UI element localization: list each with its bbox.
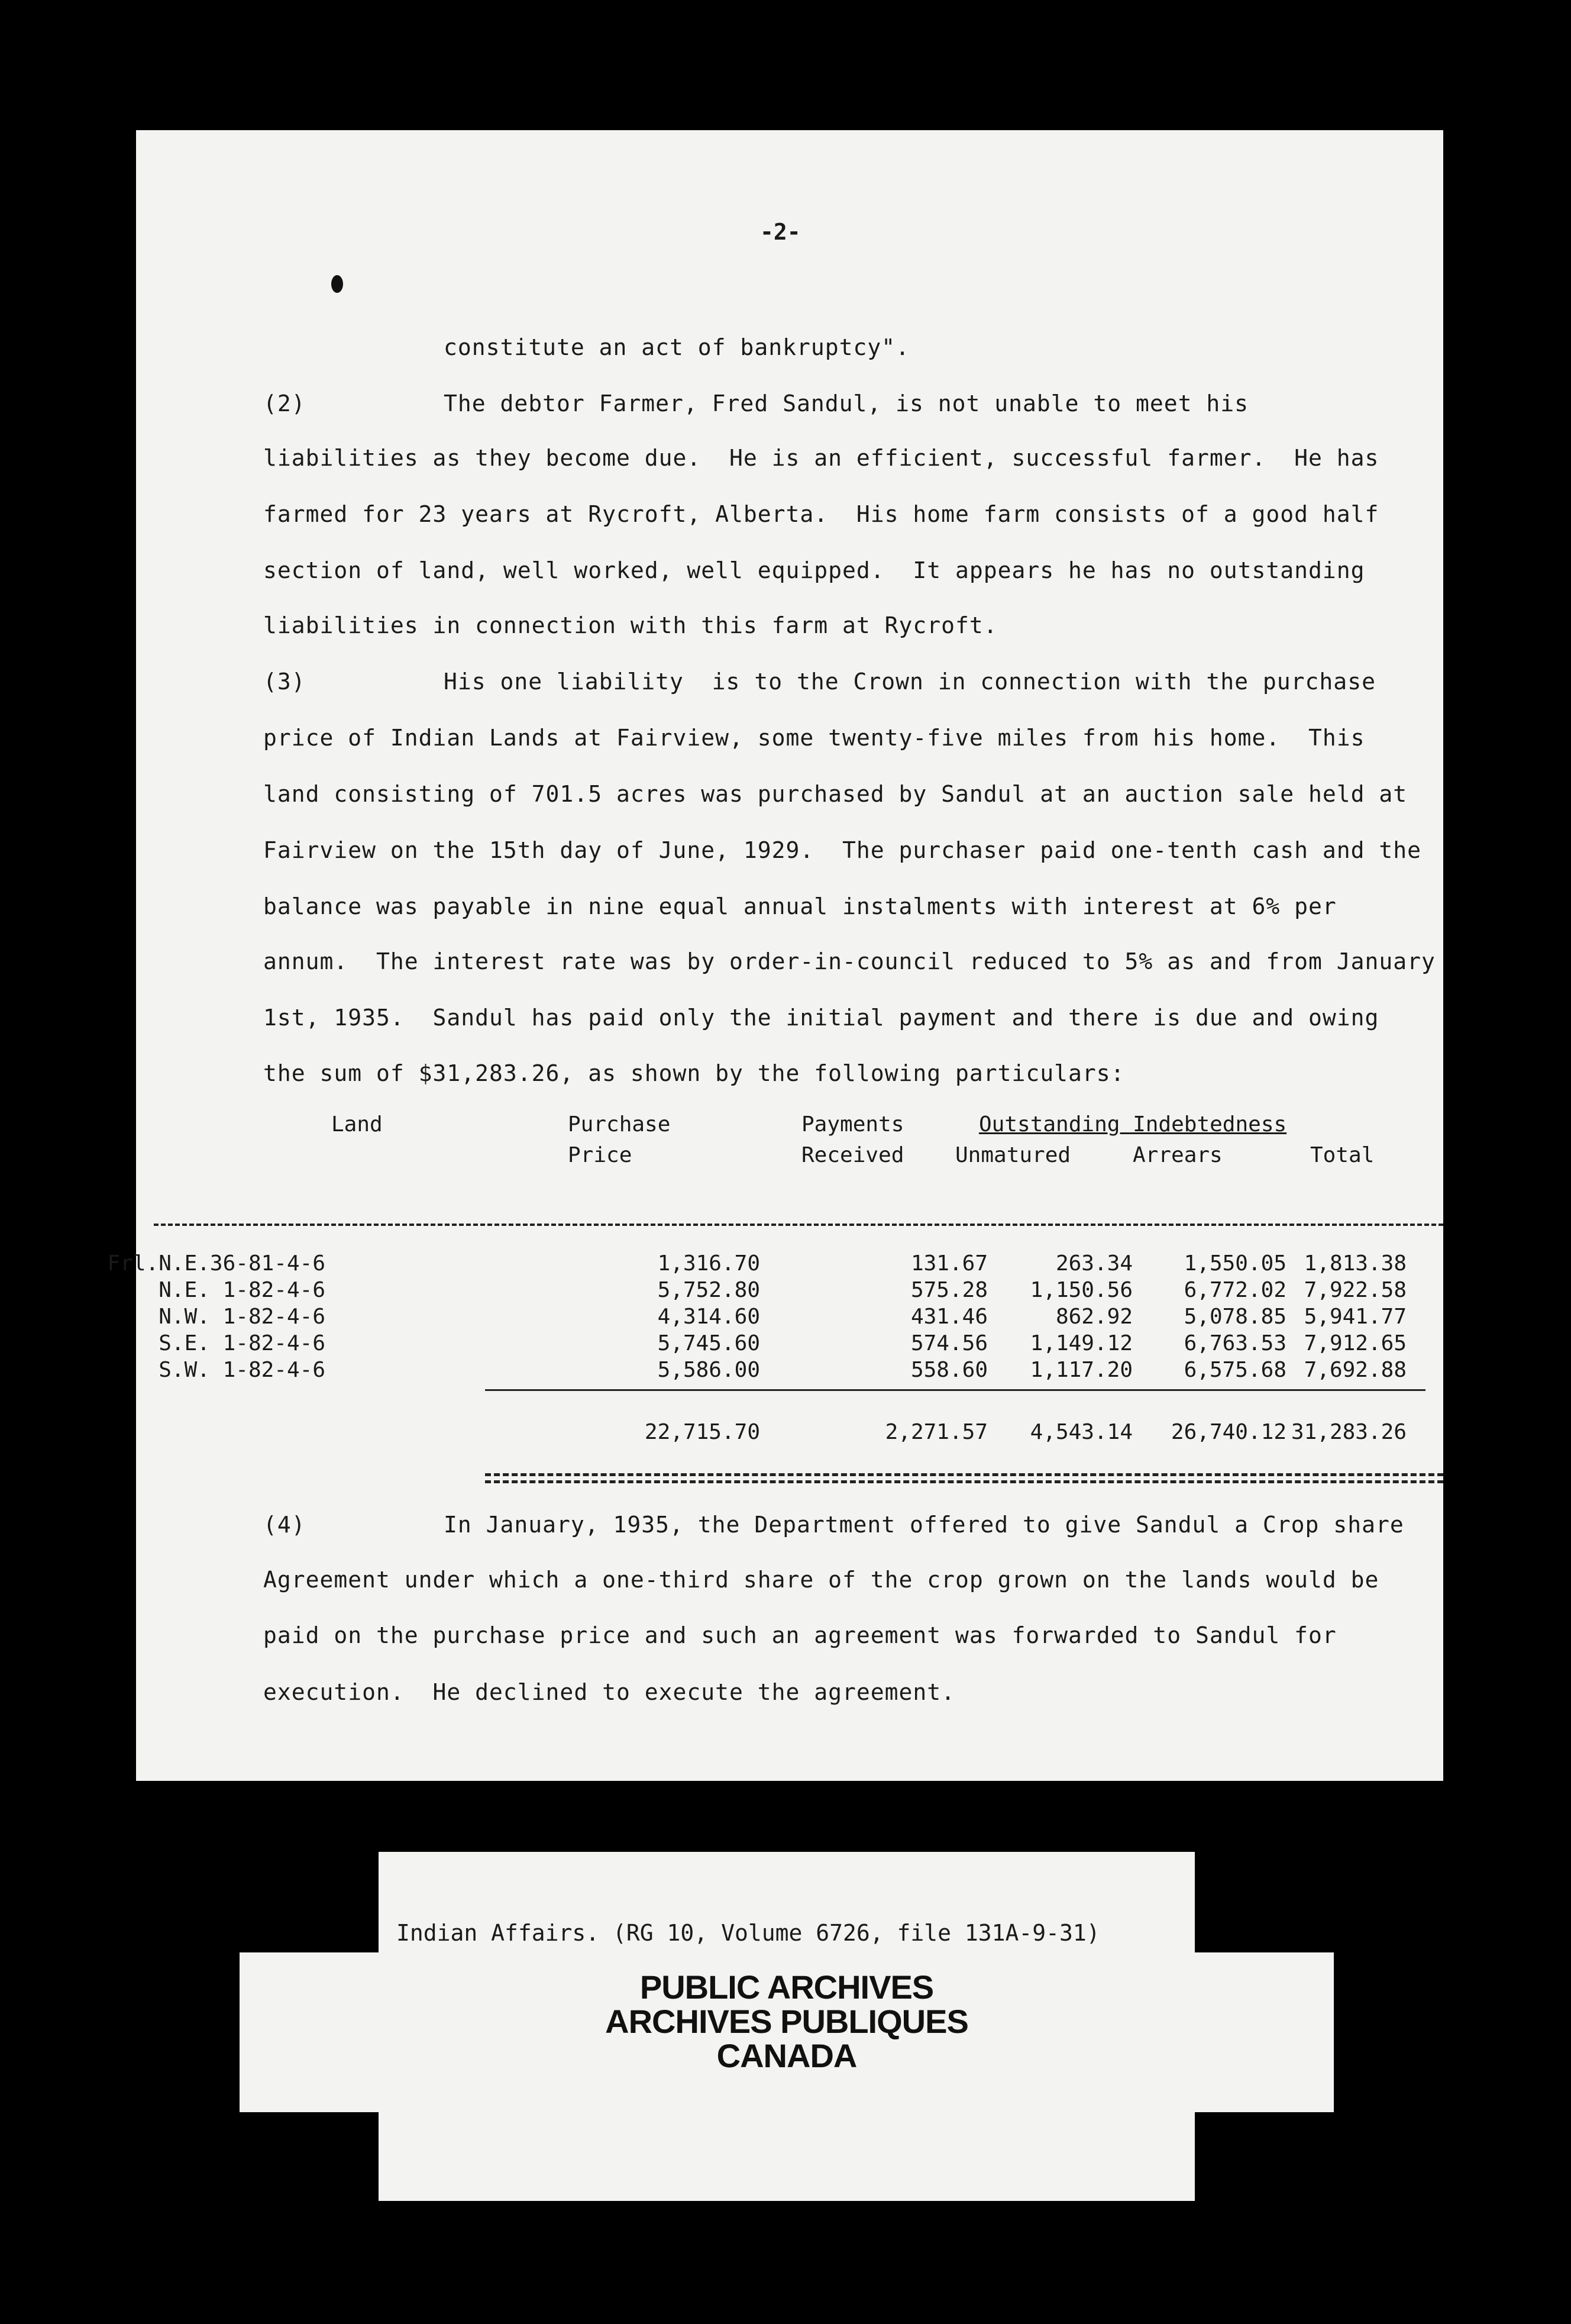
cell-arrears: 6,772.02	[1184, 1278, 1286, 1302]
text-line: the sum of $31,283.26, as shown by the following particulars:	[263, 1060, 1125, 1086]
cell-unmatured: 862.92	[1055, 1305, 1133, 1329]
cell-arrears: 6,763.53	[1184, 1331, 1286, 1355]
total-total: 31,283.26	[1291, 1420, 1407, 1444]
cell-land: S.E. 1-82-4-6	[159, 1331, 325, 1355]
cell-unmatured: 1,149.12	[1030, 1331, 1133, 1355]
cell-paid: 131.67	[910, 1251, 988, 1276]
text-line: paid on the purchase price and such an agreement was forwarded to Sandul for	[263, 1622, 1337, 1648]
cell-land: Frl.N.E.36-81-4-6	[107, 1251, 325, 1276]
col-header-unmatured: Unmatured	[955, 1143, 1071, 1167]
table-row	[136, 1305, 1443, 1331]
col-header-price: Price	[568, 1143, 632, 1167]
total-paid: 2,271.57	[885, 1420, 988, 1444]
text-line: price of Indian Lands at Fairview, some twenty-five miles from his home. This	[263, 725, 1365, 751]
double-rule-top	[485, 1473, 1443, 1476]
text-line: annum. The interest rate was by order-in-council reduced to 5% as and from January	[263, 948, 1436, 974]
cell-price: 1,316.70	[657, 1251, 760, 1276]
cell-total: 7,912.65	[1304, 1331, 1407, 1355]
cell-arrears: 5,078.85	[1184, 1305, 1286, 1329]
total-arrears: 26,740.12	[1171, 1420, 1286, 1444]
archives-line-1: PUBLIC ARCHIVES	[639, 1968, 934, 2006]
col-header-purchase: Purchase	[568, 1112, 671, 1137]
table-top-rule	[154, 1224, 1443, 1226]
archives-stamp	[580, 1970, 994, 2073]
text-line: balance was payable in nine equal annual instalments with interest at 6% per	[263, 893, 1337, 919]
table-row	[107, 1251, 1443, 1277]
text-line: liabilities in connection with this farm at Rycroft.	[263, 612, 998, 638]
cell-total: 7,922.58	[1304, 1278, 1407, 1302]
col-header-arrears: Arrears	[1133, 1143, 1223, 1167]
totals-row	[136, 1420, 1443, 1446]
cell-unmatured: 1,117.20	[1030, 1358, 1133, 1382]
cell-arrears: 1,550.05	[1184, 1251, 1286, 1276]
page-number: -2-	[760, 219, 801, 245]
cell-price: 5,752.80	[657, 1278, 760, 1302]
cell-land: N.E. 1-82-4-6	[159, 1278, 325, 1302]
cell-paid: 574.56	[910, 1331, 988, 1355]
archives-line-2: ARCHIVES PUBLIQUES	[605, 2003, 968, 2040]
table-row	[136, 1358, 1443, 1384]
cell-unmatured: 263.34	[1055, 1251, 1133, 1276]
table-row	[136, 1331, 1443, 1357]
text-line: liabilities as they become due. He is an efficient, successful farmer. He has	[263, 445, 1379, 471]
text-line: 1st, 1935. Sandul has paid only the initial payment and there is due and owing	[263, 1005, 1379, 1031]
cell-total: 1,813.38	[1304, 1251, 1407, 1276]
text-line: constitute an act of bankruptcy".	[444, 334, 910, 360]
cell-land: N.W. 1-82-4-6	[159, 1305, 325, 1329]
text-line: His one liability is to the Crown in connection with the purchase	[444, 669, 1376, 695]
text-line: farmed for 23 years at Rycroft, Alberta. His home farm consists of a good half	[263, 501, 1379, 527]
cell-paid: 558.60	[910, 1358, 988, 1382]
double-rule-bottom	[485, 1480, 1443, 1483]
col-header-land: Land	[331, 1112, 383, 1137]
total-unmatured: 4,543.14	[1030, 1420, 1133, 1444]
text-line: Fairview on the 15th day of June, 1929. The purchaser paid one-tenth cash and the	[263, 837, 1421, 863]
text-line: land consisting of 701.5 acres was purchased by Sandul at an auction sale held at	[263, 781, 1408, 807]
text-line: In January, 1935, the Department offered to give Sandul a Crop share	[444, 1512, 1404, 1538]
cell-total: 7,692.88	[1304, 1358, 1407, 1382]
table-row	[136, 1278, 1443, 1304]
col-header-total: Total	[1310, 1143, 1375, 1167]
cell-total: 5,941.77	[1304, 1305, 1407, 1329]
text-line: section of land, well worked, well equipped. It appears he has no outstanding	[263, 557, 1365, 583]
col-header-received: Received	[801, 1143, 904, 1167]
cell-price: 5,745.60	[657, 1331, 760, 1355]
cell-unmatured: 1,150.56	[1030, 1278, 1133, 1302]
cell-paid: 575.28	[910, 1278, 988, 1302]
text-line: Agreement under which a one-third share of the crop grown on the lands would be	[263, 1567, 1379, 1593]
cell-arrears: 6,575.68	[1184, 1358, 1286, 1382]
subtotal-rule	[485, 1389, 1425, 1391]
col-header-outstanding: Outstanding Indebtedness	[979, 1112, 1287, 1137]
paragraph-number: (4)	[263, 1512, 306, 1538]
total-price: 22,715.70	[644, 1420, 760, 1444]
text-line: The debtor Farmer, Fred Sandul, is not unable to meet his	[444, 390, 1249, 417]
paragraph-number: (2)	[263, 390, 306, 417]
archive-citation: Indian Affairs. (RG 10, Volume 6726, file 131A-9-31)	[396, 1920, 1100, 1946]
paragraph-number: (3)	[263, 669, 306, 695]
cell-land: S.W. 1-82-4-6	[159, 1358, 325, 1382]
text-line: execution. He declined to execute the agreement.	[263, 1679, 956, 1705]
document-page	[107, 130, 1443, 1781]
col-header-payments: Payments	[801, 1112, 904, 1137]
archives-line-3: CANADA	[716, 2037, 857, 2074]
cell-price: 4,314.60	[657, 1305, 760, 1329]
punch-hole	[331, 275, 343, 293]
cell-price: 5,586.00	[657, 1358, 760, 1382]
cell-paid: 431.46	[910, 1305, 988, 1329]
